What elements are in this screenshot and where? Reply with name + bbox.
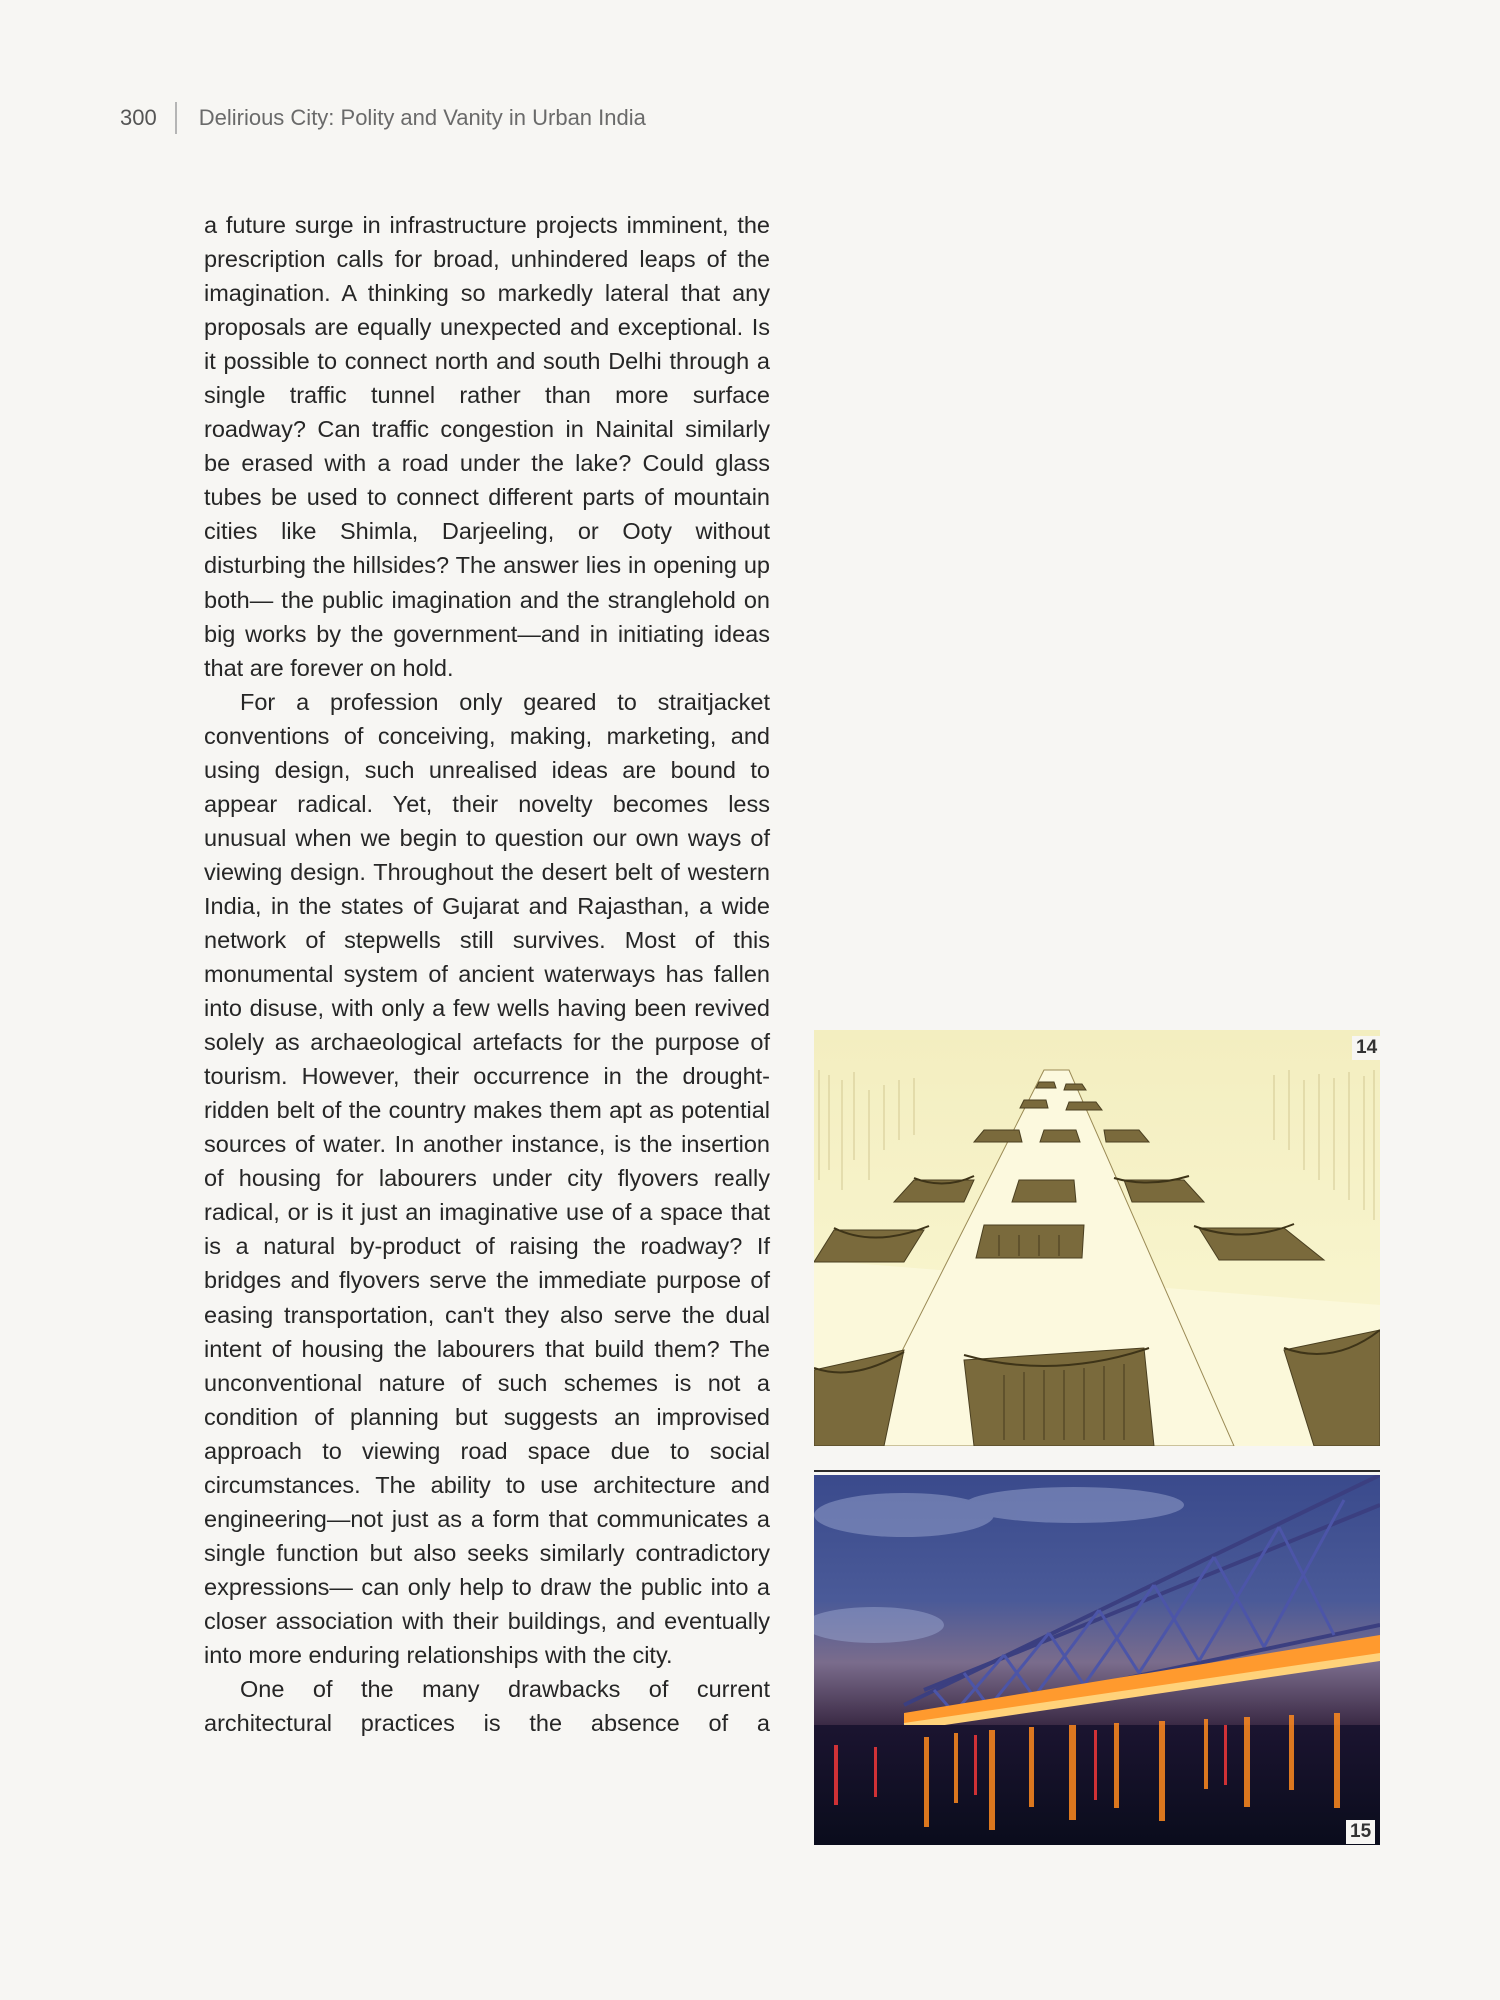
page-number: 300 bbox=[120, 105, 157, 130]
figure-15-number: 15 bbox=[1346, 1820, 1375, 1844]
header-divider bbox=[175, 102, 177, 134]
figure-14-number: 14 bbox=[1352, 1036, 1381, 1060]
lit-bridge-photo bbox=[814, 1475, 1380, 1845]
figure-14-flyover-sketch bbox=[814, 1030, 1380, 1446]
book-title: Delirious City: Polity and Vanity in Urban India bbox=[198, 105, 646, 130]
running-head bbox=[120, 102, 646, 134]
paragraph-drawbacks: One of the many drawbacks of current architectural practices is the absence of a bbox=[204, 1676, 770, 1737]
flyover-sketch-illustration bbox=[814, 1030, 1380, 1446]
paragraph-continued: a future surge in infrastructure projects imminent, the prescription calls for broad, unhindered leaps of the imagination. A thinking so markedly lateral that any proposals are equally unexpected and exceptional. Is it possible to connect north and south Delhi through a single traffic tunnel rather than more surface roadway? Can traffic congestion in Nainital similarly be erased with a road under the lake? Could glass tubes be used to connect different parts of mountain cities like Shimla, Darjeeling, or Ooty without disturbing the hillsides? The answer lies in opening up both— the public imagination and the stranglehold on big works by the government—and in initiating ideas that are forever on hold. bbox=[204, 212, 770, 681]
body-text-column bbox=[204, 208, 770, 1740]
figure-divider bbox=[814, 1470, 1380, 1472]
paragraph-profession: For a profession only geared to straitjacket conventions of conceiving, making, marketing, and using design, such unrealised ideas are bound to appear radical. Yet, their novelty becomes less unusual when we begin to question our own ways of viewing design. Throughout the desert belt of western India, in the states of Gujarat and Rajasthan, a wide network of stepwells still survives. Most of this monumental system of ancient waterways has fallen into disuse, with only a few wells having been revived solely as archaeological artefacts for the purpose of tourism. However, their occurrence in the drought-ridden belt of the country makes them apt as potential sources of water. In another instance, is the insertion of housing for labourers under city flyovers really radical, or is it just an imaginative use of a space that is a natural by-product of raising the roadway? If bridges and flyovers serve the immediate purpose of easing transportation, can't they also serve the dual intent of housing the labourers that build them? The unconventional nature of such schemes is not a condition of planning but suggests an improvised approach to viewing road space due to social circumstances. The ability to use architecture and engineering—not just as a form that communicates a single function but also seeks similarly contradictory expressions— can only help to draw the public into a closer association with their buildings, and eventually into more enduring relationships with the city. bbox=[204, 688, 770, 1668]
figure-15-bridge-photo bbox=[814, 1475, 1380, 1845]
